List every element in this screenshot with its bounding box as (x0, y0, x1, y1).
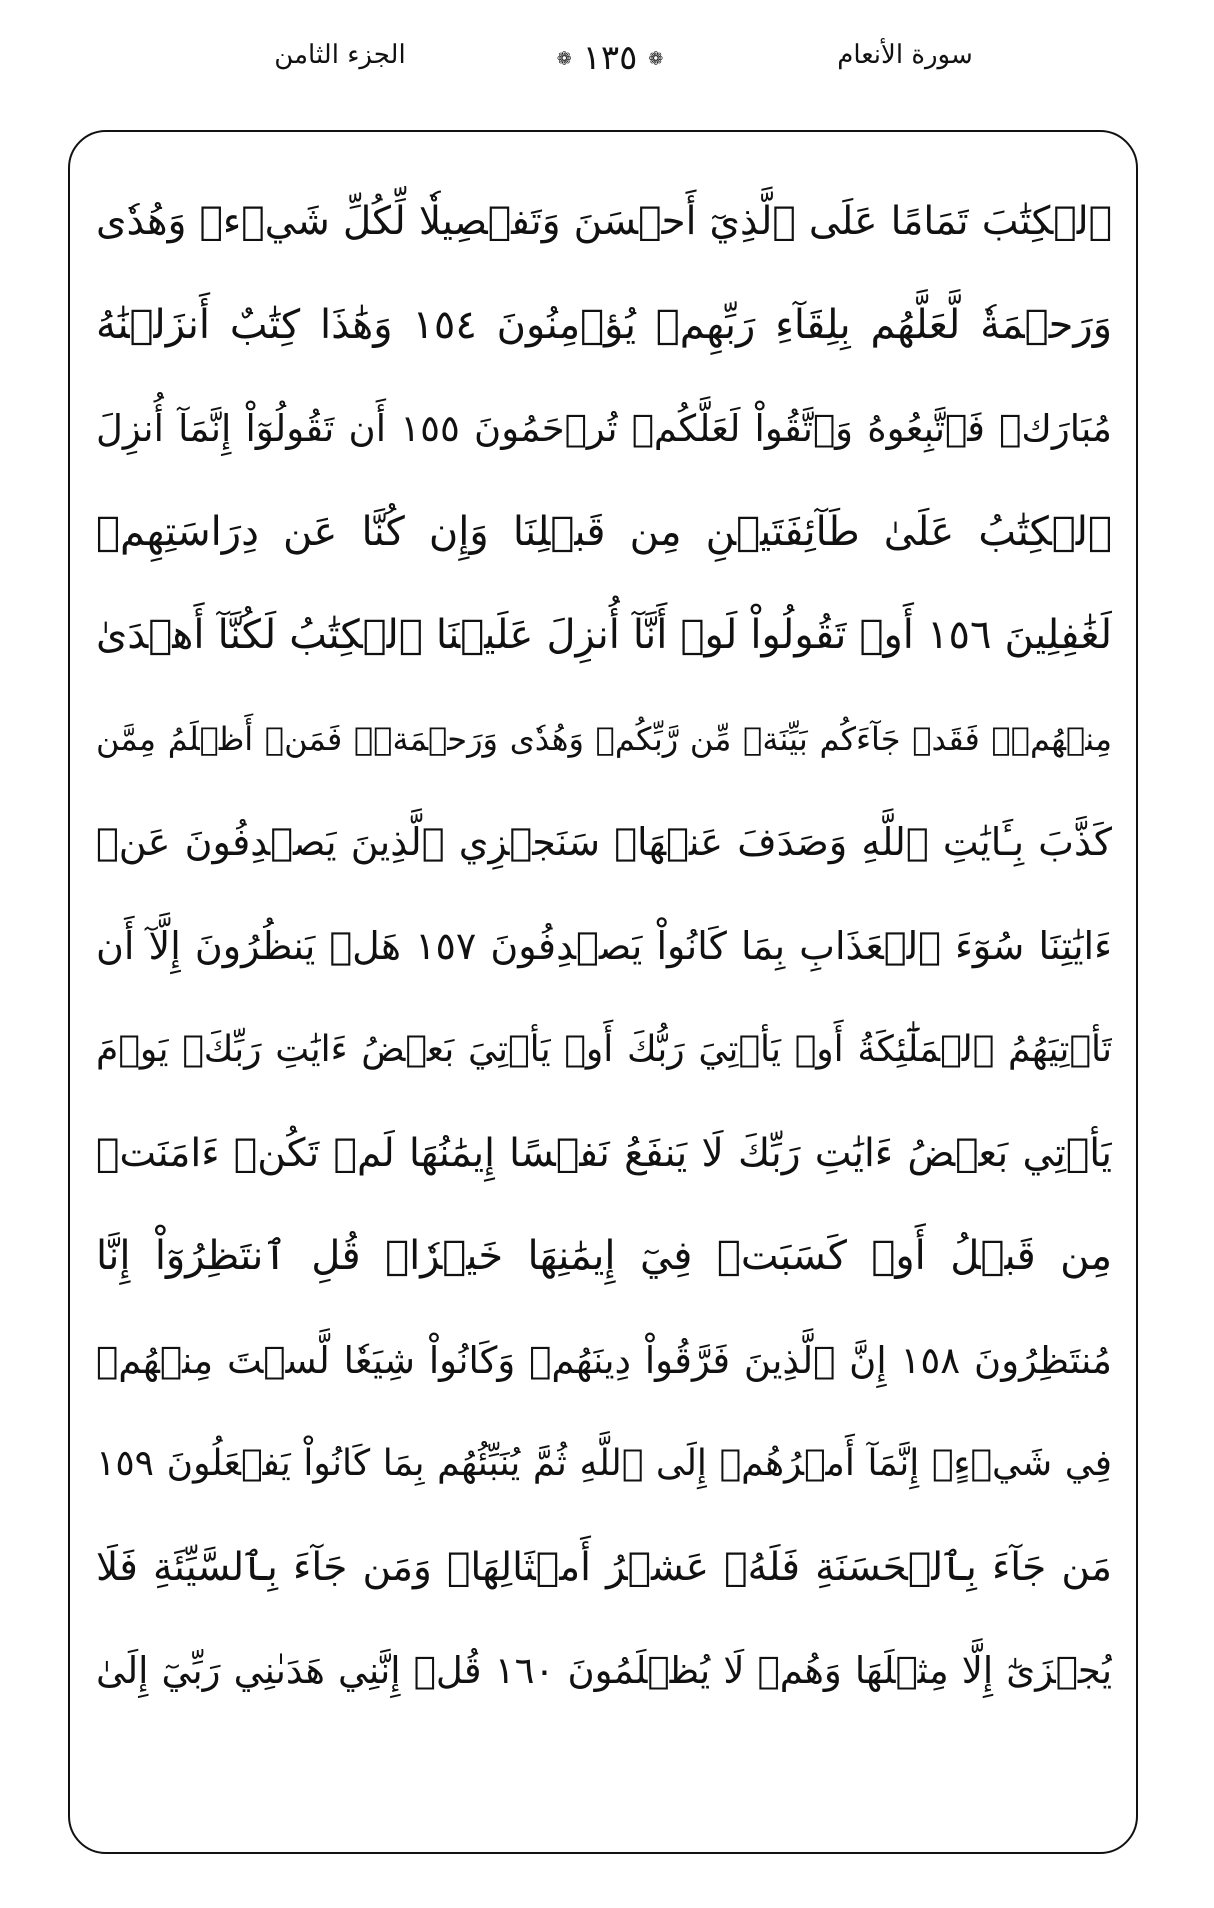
text-line: ءَايَٰتِنَا سُوٓءَ ٱلۡعَذَابِ بِمَا كَانُواْ يَصۡدِفُونَ ١٥٧ هَلۡ يَنظُرُونَ إِلَّآ أَن (96, 923, 1112, 968)
text-line: مِنۡهُمۡۚ فَقَدۡ جَآءَكُم بَيِّنَةٞ مِّن رَّبِّكُمۡ وَهُدٗى وَرَحۡمَةٞۚ فَمَنۡ أَظۡلَمُ مِمَّن (96, 719, 1112, 758)
surah-label: سورة الأنعام (837, 40, 973, 70)
juz-label: الجزء الثامن (274, 40, 406, 70)
text-line: كَذَّبَ بِـَٔايَٰتِ ٱللَّهِ وَصَدَفَ عَنۡهَاۗ سَنَجۡزِي ٱلَّذِينَ يَصۡدِفُونَ عَنۡ (96, 820, 1112, 864)
text-line: مُنتَظِرُونَ ١٥٨ إِنَّ ٱلَّذِينَ فَرَّقُواْ دِينَهُمۡ وَكَانُواْ شِيَعٗا لَّسۡتَ مِنۡهُمۡ (96, 1338, 1112, 1382)
text-line: يَأۡتِي بَعۡضُ ءَايَٰتِ رَبِّكَ لَا يَنفَعُ نَفۡسًا إِيمَٰنُهَا لَمۡ تَكُنۡ ءَامَنَتۡ (96, 1130, 1112, 1176)
page-header (0, 0, 1214, 120)
text-line: لَغَٰفِلِينَ ١٥٦ أَوۡ تَقُولُواْ لَوۡ أَنَّآ أُنزِلَ عَلَيۡنَا ٱلۡكِتَٰبُ لَكُنَّآ أَهۡدَىٰ (96, 612, 1112, 658)
ornament-left-icon: ❁ (556, 48, 572, 70)
text-line: مُبَارَكٞ فَٱتَّبِعُوهُ وَٱتَّقُواْ لَعَلَّكُمۡ تُرۡحَمُونَ ١٥٥ أَن تَقُولُوٓاْ إِنَّمَآ أُنزِلَ (96, 407, 1112, 450)
page-number-ornament (540, 36, 680, 80)
ornament-right-icon: ❁ (648, 48, 664, 70)
text-line: يُجۡزَىٰٓ إِلَّا مِثۡلَهَا وَهُمۡ لَا يُظۡلَمُونَ ١٦٠ قُلۡ إِنَّنِي هَدَىٰنِي رَبِّيٓ إِلَىٰ (96, 1649, 1112, 1692)
text-line: وَرَحۡمَةٗ لَّعَلَّهُم بِلِقَآءِ رَبِّهِمۡ يُؤۡمِنُونَ ١٥٤ وَهَٰذَا كِتَٰبٌ أَنزَلۡنَٰهُ (96, 301, 1112, 348)
text-line: ٱلۡكِتَٰبَ تَمَامًا عَلَى ٱلَّذِيٓ أَحۡسَنَ وَتَفۡصِيلٗا لِّكُلِّ شَيۡءٖ وَهُدٗى (96, 199, 1112, 244)
text-line: مَن جَآءَ بِٱلۡحَسَنَةِ فَلَهُۥ عَشۡرُ أَمۡثَالِهَاۖ وَمَن جَآءَ بِٱلسَّيِّئَةِ فَلَا (96, 1544, 1112, 1590)
text-line: تَأۡتِيَهُمُ ٱلۡمَلَٰٓئِكَةُ أَوۡ يَأۡتِيَ رَبُّكَ أَوۡ يَأۡتِيَ بَعۡضُ ءَايَٰتِ رَبِّكَۗ يَوۡمَ (96, 1029, 1112, 1070)
page-number: ١٣٥ (582, 38, 638, 78)
text-line: مِن قَبۡلُ أَوۡ كَسَبَتۡ فِيٓ إِيمَٰنِهَا خَيۡرٗاۗ قُلِ ٱنتَظِرُوٓاْ إِنَّا (96, 1233, 1112, 1279)
quran-text-body (96, 170, 1112, 1830)
text-line: فِي شَيۡءٍۚ إِنَّمَآ أَمۡرُهُمۡ إِلَى ٱللَّهِ ثُمَّ يُنَبِّئُهُم بِمَا كَانُواْ يَفۡعَلُونَ ١٥٩ (96, 1443, 1112, 1484)
text-line: ٱلۡكِتَٰبُ عَلَىٰ طَآئِفَتَيۡنِ مِن قَبۡلِنَا وَإِن كُنَّا عَن دِرَاسَتِهِمۡ (96, 508, 1112, 555)
